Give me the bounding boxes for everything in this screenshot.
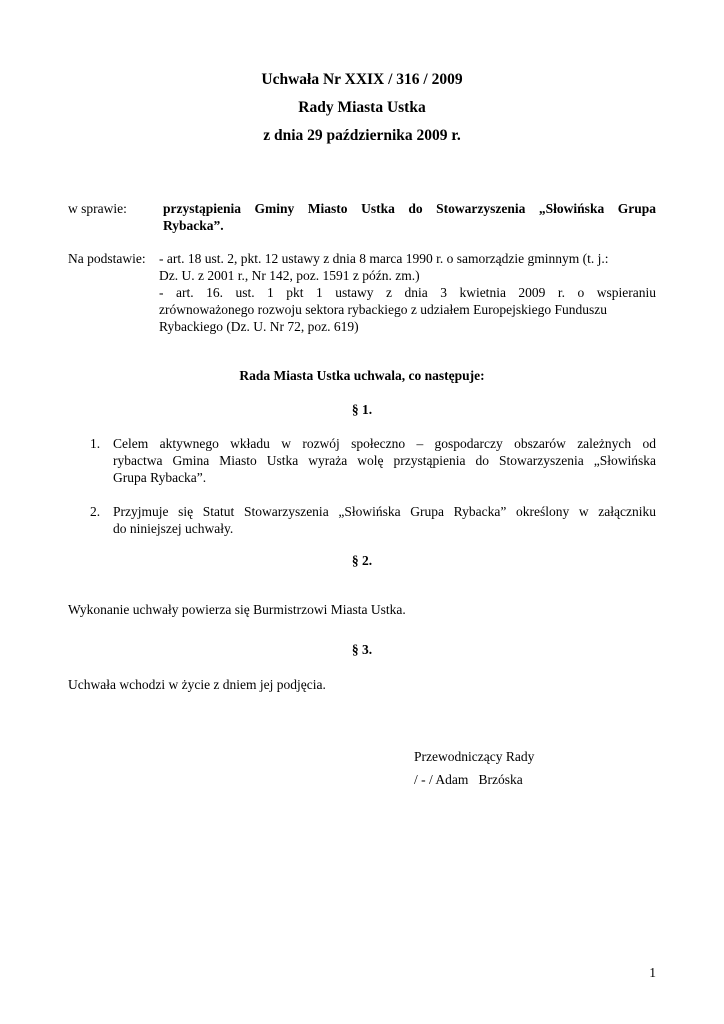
list-item (90, 503, 656, 539)
legal-basis-item1-line2: Dz. U. z 2001 r., Nr 142, poz. 1591 z późn. zm.) (159, 268, 420, 283)
section-3-text: Uchwała wchodzi w życie z dniem jej podjęcia. (68, 677, 326, 692)
list-item-line: Celem aktywnego wkładu w rozwój społeczno – gospodarczy obszarów zależnych od (113, 436, 656, 451)
list-item-line: rybactwa Gmina Miasto Ustka wyraża wolę przystąpienia do Stowarzyszenia „Słowińska (113, 453, 656, 468)
legal-basis-item1-line1: - art. 18 ust. 2, pkt. 12 ustawy z dnia 8 marca 1990 r. o samorządzie gminnym (t. j.: (159, 251, 609, 266)
document-title (0, 66, 724, 150)
subject-text (163, 200, 656, 234)
resolution-intro: Rada Miasta Ustka uchwala, co następuje: (239, 368, 485, 383)
list-item-number: 2. (90, 504, 101, 519)
subject-row (0, 200, 724, 240)
subject-line-1: przystąpienia Gminy Miasto Ustka do Stowarzyszenia „Słowińska Grupa (163, 201, 656, 216)
legal-basis-text (159, 250, 656, 335)
list-item-text (113, 503, 656, 537)
section-2-text: Wykonanie uchwały powierza się Burmistrzowi Miasta Ustka. (68, 602, 406, 617)
legal-basis-item2-line3: Rybackiego (Dz. U. Nr 72, poz. 619) (159, 319, 359, 334)
list-item-line: do niniejszej uchwały. (113, 521, 234, 536)
subject-label: w sprawie: (68, 201, 127, 216)
list-item-text (113, 435, 656, 486)
signature-role: Przewodniczący Rady (414, 749, 535, 764)
title-date: z dnia 29 października 2009 r. (263, 127, 461, 144)
title-resolution-number: Uchwała Nr XXIX / 316 / 2009 (261, 71, 463, 88)
legal-basis-item2-line1: - art. 16. ust. 1 pkt 1 ustawy z dnia 3 kwietnia 2009 r. o wspieraniu (159, 285, 656, 300)
legal-basis-item2-line2: zrównoważonego rozwoju sektora rybackiego z udziałem Europejskiego Funduszu (159, 302, 607, 317)
legal-basis-row (0, 250, 724, 340)
section-3-heading: § 3. (351, 642, 373, 657)
title-council: Rady Miasta Ustka (298, 99, 426, 116)
page-number: 1 (649, 965, 656, 980)
subject-line-2: Rybacka”. (163, 218, 224, 233)
section-1-heading: § 1. (351, 402, 373, 417)
list-item (90, 435, 656, 487)
section-2-heading: § 2. (351, 553, 373, 568)
list-item-number: 1. (90, 436, 101, 451)
list-item-line: Przyjmuje się Statut Stowarzyszenia „Słowińska Grupa Rybacka” określony w załączniku (113, 504, 656, 519)
legal-basis-label: Na podstawie: (68, 251, 146, 266)
list-item-line: Grupa Rybacka”. (113, 470, 207, 485)
signature-name: / - / Adam Brzóska (414, 772, 523, 787)
